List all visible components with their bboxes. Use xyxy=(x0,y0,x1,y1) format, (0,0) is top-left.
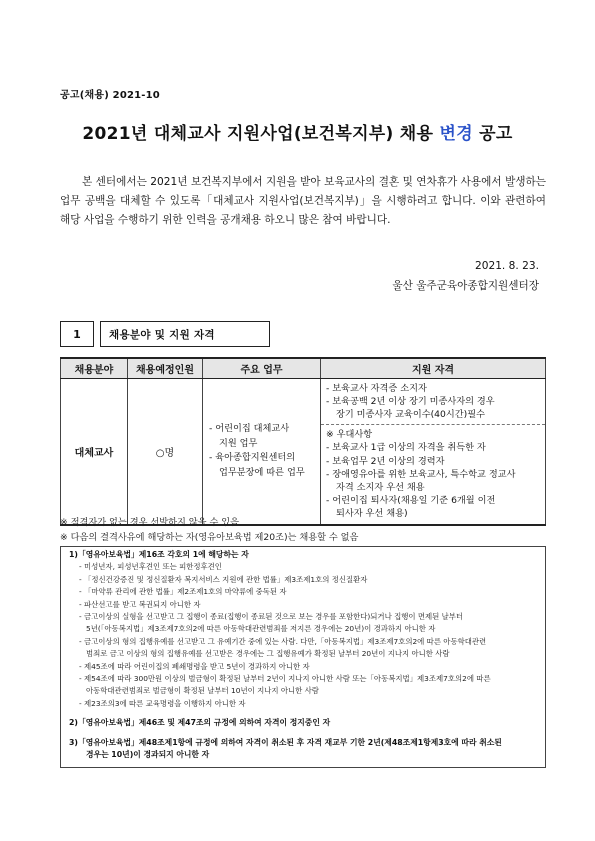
disq-line: - 제54조에 따라 300만원 이상의 벌금형이 확정된 날부터 2년이 지나지 아니한 사람 또는「아동복지법」제3조제7호의2에 따른 xyxy=(79,674,491,684)
section-number: 1 xyxy=(60,321,94,347)
notice-date: 2021. 8. 23. xyxy=(474,260,539,272)
disq-item-title: 3)「영유아보육법」제48조제1항에 규정에 의하여 자격이 취소된 후 자격 재교부 기한 2년(제48조제1항제3호에 따라 취소된 xyxy=(69,737,502,747)
qual-line: 퇴사자 우선 채용) xyxy=(336,508,408,520)
title-main: 2021년 대체교사 지원사업(보건복지부) 채용 xyxy=(82,124,440,144)
duty-line: - 어린이집 대체교사 xyxy=(209,423,290,435)
intro-paragraph xyxy=(60,173,546,231)
qual-line: - 장애영유아를 위한 보육교사, 특수학교 정교사 xyxy=(326,468,516,480)
notice-number: 공고(채용) 2021-10 xyxy=(60,90,160,101)
note-line: ※ 다음의 결격사유에 해당하는 자(영유아보육법 제20조)는 채용할 수 없음 xyxy=(60,531,359,543)
disq-line: 5년(「아동복지법」제3조제7호의2에 따른 아동학대관련범죄를 저지른 경우에는 20년)이 경과하지 아니한 자 xyxy=(86,624,436,634)
qual-required-block xyxy=(321,379,545,425)
table-row xyxy=(61,378,546,525)
disq-line: - 금고이상의 형의 집행유예를 선고받고 그 유예기간 중에 있는 사람. 다만,「아동복지법」제3조제7호의2에 따른 아동학대관련 xyxy=(79,636,487,646)
cell-duties xyxy=(203,378,321,525)
recruitment-table xyxy=(60,357,546,526)
disq-line: - 제23조의3에 따른 교육명령을 이행하지 아니한 자 xyxy=(79,698,246,708)
qual-line: 장기 미종사자 교육이수(40시간)필수 xyxy=(336,408,485,420)
disq-list xyxy=(69,561,537,710)
duty-line: 업무분장에 따른 업무 xyxy=(219,466,305,478)
disqualification-box xyxy=(60,546,546,768)
header-qualifications: 지원 자격 xyxy=(321,358,546,378)
qual-line: 자격 소지자 우선 채용 xyxy=(336,481,425,493)
qual-line: - 보육교사 자격증 소지자 xyxy=(326,382,427,394)
qual-preferred-title: ※ 우대사항 xyxy=(326,429,373,441)
organization-name: 울산 울주군육아종합지원센터장 xyxy=(392,280,539,292)
header-field: 채용분야 xyxy=(61,358,128,378)
note-line: ※ 적격자가 없는 경우 선발하지 않을 수 있음 xyxy=(60,517,240,528)
disq-line: 아동학대관련범죄로 벌금형이 확정된 날부터 10년이 지나지 아니한 사람 xyxy=(86,686,319,696)
cell-qualifications xyxy=(321,378,546,525)
duty-line: - 육아종합지원센터의 xyxy=(209,452,296,464)
disq-line: 범죄로 금고 이상의 형의 집행유예를 선고받은 경우에는 그 집행유예가 확정된 날부터 20년이 지나지 아니한 사람 xyxy=(86,649,450,659)
disq-line: - 금고이상의 실형을 선고받고 그 집행이 종료(집행이 종료된 것으로 보는 경우를 포함한다)되거나 집행이 면제된 날부터 xyxy=(79,612,464,622)
disq-line: - 미성년자, 피성년후견인 또는 피한정후견인 xyxy=(79,562,222,572)
disq-line: - 제45조에 따라 어린이집의 폐쇄명령을 받고 5년이 경과하지 아니한 자 xyxy=(79,661,310,671)
section-title: 채용분야 및 지원 자격 xyxy=(100,321,270,347)
cell-count: ○명 xyxy=(128,378,203,525)
cell-field: 대체교사 xyxy=(61,378,128,525)
header-count: 채용예정인원 xyxy=(128,358,203,378)
title-highlight: 변경 xyxy=(439,124,473,144)
intro-text: 본 센터에서는 2021년 보건복지부에서 지원을 받아 보육교사의 결혼 및 연차휴가 사용에서 발생하는 업무 공백을 대체할 수 있도록「대체교사 지원사업(보건복지부)」을 시행하려고 합니다. 이와 관련하여 해당 사업을 수행하기 위한 인력을 공개채용 하오니 많은 참여 바랍니다. xyxy=(60,176,546,227)
disq-line: - 파산선고를 받고 복권되지 아니한 자 xyxy=(79,599,201,609)
title-suffix: 공고 xyxy=(472,124,513,144)
table-header-row xyxy=(61,358,546,378)
qual-line: - 보육공백 2년 이상 장기 미종사자의 경우 xyxy=(326,395,495,407)
header-duties: 주요 업무 xyxy=(203,358,321,378)
qual-preferred-block xyxy=(321,424,545,523)
qual-line: - 어린이집 퇴사자(채용일 기준 6개월 이전 xyxy=(326,495,496,507)
page-title xyxy=(0,119,595,144)
disq-line: - 「마약류 관리에 관한 법률」제2조제1호의 마약류에 중독된 자 xyxy=(79,587,287,597)
notes xyxy=(60,516,358,545)
qual-line: - 보육업무 2년 이상의 경력자 xyxy=(326,455,445,467)
disq-item-title: 2)「영유아보육법」제46조 및 제47조의 규정에 의하여 자격이 정지중인 자 xyxy=(69,718,331,728)
qual-line: - 보육교사 1급 이상의 자격을 취득한 자 xyxy=(326,442,486,454)
disq-item-title: 1)「영유아보육법」제16조 각호의 1에 해당하는 자 xyxy=(69,550,249,559)
disq-item-cont: 경우는 10년)이 경과되지 아니한 자 xyxy=(86,750,210,760)
duty-line: 지원 업무 xyxy=(219,437,258,449)
disq-line: - 「정신건강증진 및 정신질환자 복지서비스 지원에 관한 법률」제3조제1호의 정신질환자 xyxy=(79,574,368,584)
